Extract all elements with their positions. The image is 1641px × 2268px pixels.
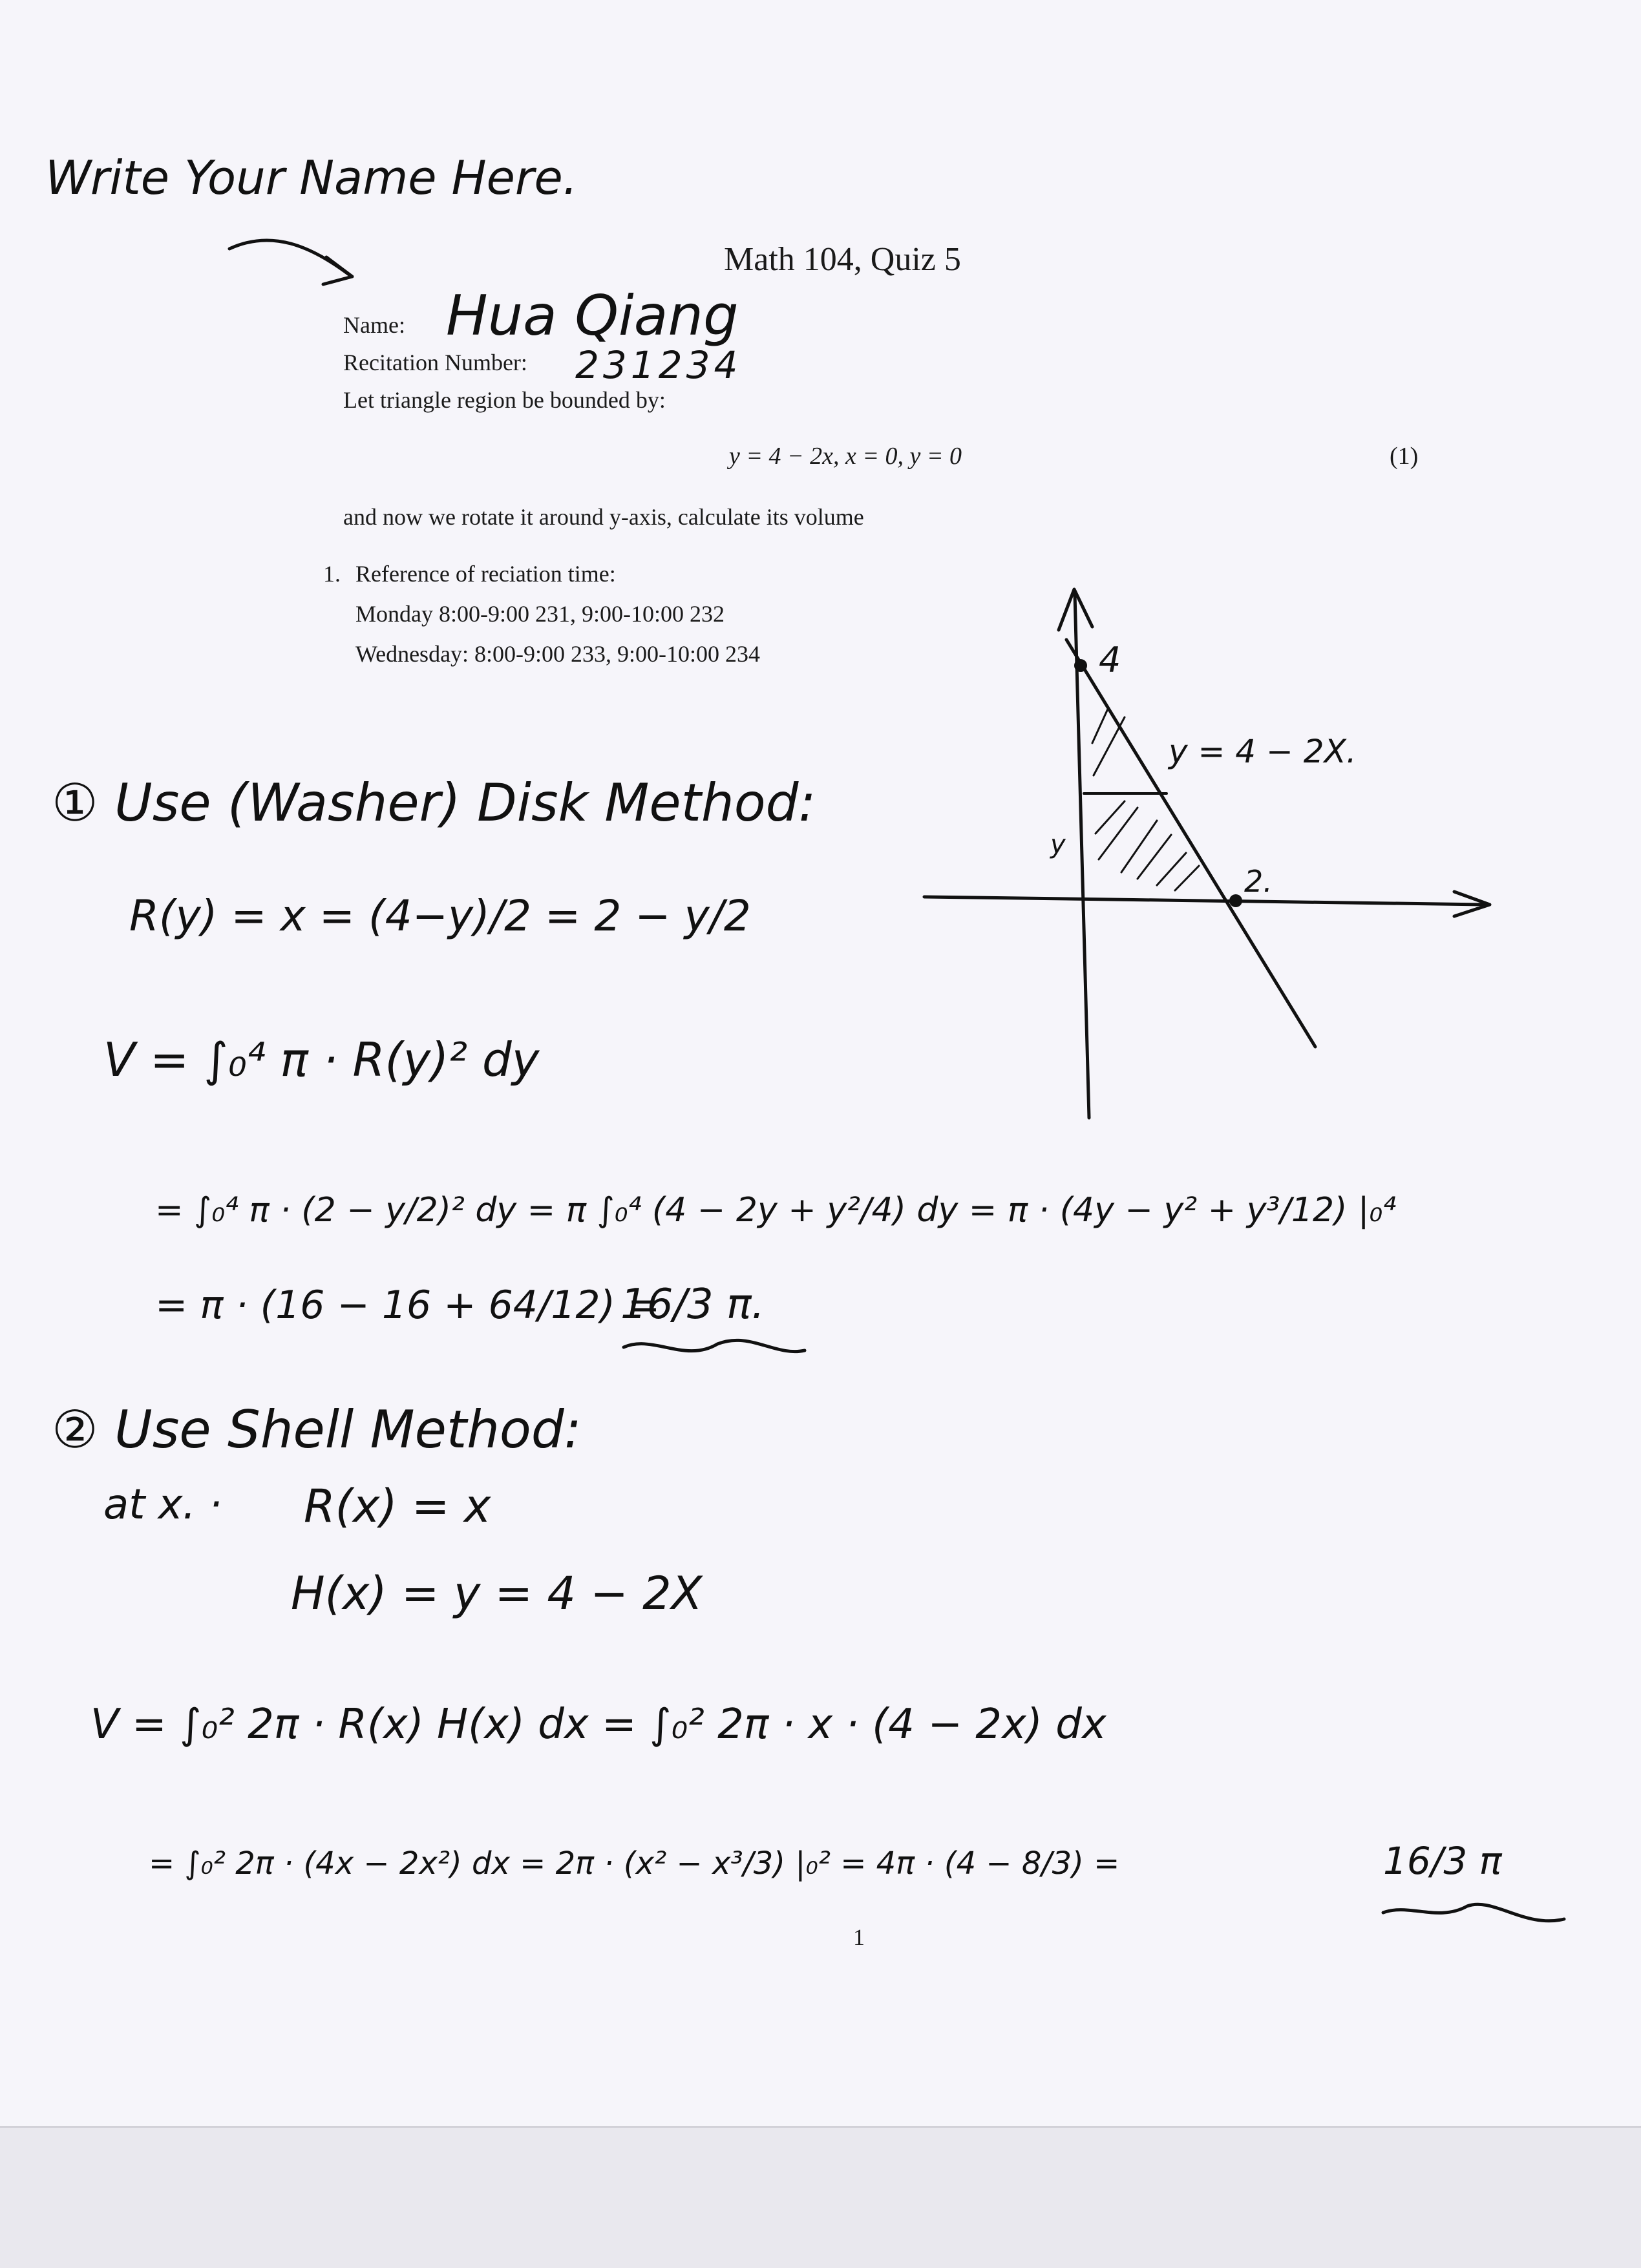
line-label: y = 4 − 2X. bbox=[1169, 733, 1357, 770]
washer-integral: V = ∫₀⁴ π · R(y)² dy bbox=[103, 1033, 540, 1087]
arrow-stroke bbox=[229, 240, 349, 275]
student-name: Hua Qiang bbox=[446, 284, 739, 348]
shell-radius: R(x) = x bbox=[304, 1480, 491, 1533]
schedule-monday: Monday 8:00-9:00 231, 9:00-10:00 232 bbox=[355, 601, 725, 627]
washer-radius: R(y) = x = (4−y)/2 = 2 − y/2 bbox=[129, 891, 751, 941]
quiz-title: Math 104, Quiz 5 bbox=[724, 241, 961, 278]
shell-expand: = ∫₀² 2π · (4x − 2x²) dx = 2π · (x² − x³/3) |₀² = 4π · (4 − 8/3) = bbox=[149, 1845, 1120, 1882]
list-item-title: Reference of reciation time: bbox=[355, 561, 616, 587]
shell-result-underline bbox=[1383, 1904, 1564, 1921]
line-y-4-minus-2x bbox=[1066, 640, 1315, 1047]
region-intro: Let triangle region be bounded by: bbox=[343, 387, 666, 413]
page-number: 1 bbox=[853, 1924, 865, 1950]
y-intercept-point bbox=[1074, 659, 1087, 672]
washer-expand: = ∫₀⁴ π · (2 − y/2)² dy = π ∫₀⁴ (4 − 2y + y²/4) dy = π · (4y − y² + y³/12) |₀⁴ bbox=[155, 1191, 1397, 1230]
name-label: Name: bbox=[343, 312, 405, 338]
recitation-label: Recitation Number: bbox=[343, 350, 527, 375]
shell-at-x: at x. · bbox=[103, 1481, 222, 1529]
x-axis bbox=[924, 897, 1487, 905]
recitation-number: 231234 bbox=[575, 343, 742, 387]
boundary-equation: y = 4 − 2x, x = 0, y = 0 bbox=[729, 443, 962, 470]
x-intercept-label: 2. bbox=[1244, 864, 1273, 899]
region-graph bbox=[924, 589, 1490, 1118]
scanner-margin bbox=[0, 2126, 1641, 2268]
equation-number: (1) bbox=[1390, 443, 1419, 470]
y-axis-label: y bbox=[1050, 830, 1066, 859]
shell-integral: V = ∫₀² 2π · R(x) H(x) dx = ∫₀² 2π · x · (4 − 2x) dx bbox=[90, 1701, 1106, 1748]
y-intercept-label: 4 bbox=[1099, 640, 1121, 680]
shell-heading: ② Use Shell Method: bbox=[52, 1400, 582, 1460]
washer-result-underline bbox=[624, 1340, 805, 1351]
washer-heading: ① Use (Washer) Disk Method: bbox=[52, 773, 816, 833]
schedule-wednesday: Wednesday: 8:00-9:00 233, 9:00-10:00 234 bbox=[355, 641, 761, 667]
washer-result: 16/3 π. bbox=[620, 1281, 765, 1328]
shell-height: H(x) = y = 4 − 2X bbox=[291, 1567, 703, 1620]
x-intercept-point bbox=[1229, 894, 1242, 907]
washer-eval: = π · (16 − 16 + 64/12) = bbox=[155, 1283, 661, 1328]
list-item-number: 1. bbox=[323, 561, 341, 587]
shell-result: 16/3 π bbox=[1383, 1839, 1502, 1883]
task-statement: and now we rotate it around y-axis, calculate its volume bbox=[343, 504, 864, 530]
handwritten-prompt: Write Your Name Here. bbox=[45, 151, 578, 205]
